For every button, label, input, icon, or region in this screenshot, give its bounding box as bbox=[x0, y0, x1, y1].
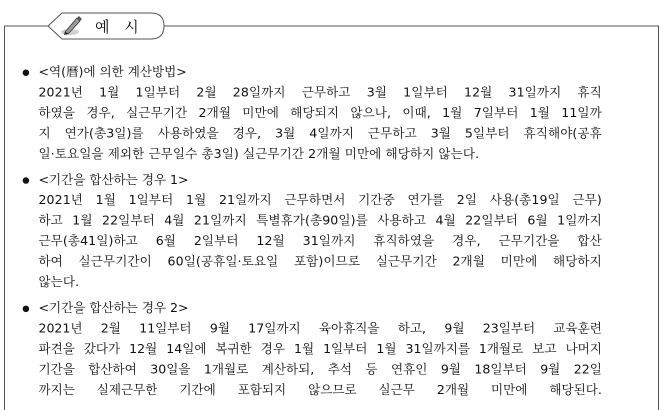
item-line: 일·토요일을 제외한 근무일수 총3일) 실근무기간 2개월 미만에 해당하지 않는다. bbox=[38, 146, 480, 162]
item-line: 2021년 2월 11일부터 9월 17일까지 육아휴직을 하고, 9월 23일부터 교육훈련 bbox=[38, 321, 602, 337]
bullet-icon bbox=[23, 177, 30, 184]
item-line: 근무(총41일)하고 6월 2일부터 12월 31일까지 휴직하였을 경우, 근무기간을 합산 bbox=[38, 234, 602, 249]
item-line: 하여 실근무기간이 60일(공휴일·토요일 포함)이므로 실근무기간 2개월 미만에 해당하지 bbox=[38, 254, 602, 270]
item-line: 하였을 경우, 실근무기간 2개월 미만에 해당되지 않으나, 이때, 1월 7일부터 1월 11일까 bbox=[38, 105, 602, 121]
item-line: 않는다. bbox=[38, 274, 80, 290]
item-line: 하고 1월 22일부터 4월 21일까지 특별휴가(총90일)를 사용하고 4월 22일부터 6월 1일까지 bbox=[38, 213, 602, 229]
item-line: 파견을 갔다가 12월 14일에 복귀한 경우 1월 1일부터 1월 31일까지를 1개월로 보고 나머지 bbox=[38, 341, 602, 357]
pen-writing-icon bbox=[59, 13, 85, 39]
item-line: 까지는 실제근무한 기간에 포함되지 않으므로 실근무 2개월 미만에 해당된다. bbox=[38, 382, 602, 398]
heading-tab bbox=[59, 11, 144, 41]
bullet-icon bbox=[23, 69, 30, 76]
list-item bbox=[18, 170, 602, 293]
item-line: 기간을 합산하여 30일을 1개월로 계산하되, 추석 등 연휴인 9월 18일부터 9월 22일 bbox=[38, 362, 602, 378]
item-line: 2021년 1월 1일부터 2월 28일까지 근무하고 3월 1일부터 12월 31일까지 휴직 bbox=[38, 85, 602, 101]
example-box bbox=[4, 0, 659, 410]
item-title: <역(曆)에 의한 계산방법> bbox=[38, 64, 187, 80]
list-item bbox=[18, 298, 602, 400]
list-item bbox=[18, 62, 602, 164]
heading-label: 예 시 bbox=[95, 17, 144, 36]
item-title: <기간을 합산하는 경우 2> bbox=[38, 300, 189, 316]
example-content bbox=[18, 62, 602, 406]
bullet-icon bbox=[23, 306, 30, 313]
item-line: 2021년 1월 1일부터 1월 21일까지 근무하면서 기간중 연가를 2일 사용(총19일 근무) bbox=[38, 193, 602, 208]
item-title: <기간을 합산하는 경우 1> bbox=[38, 172, 189, 188]
item-line: 지 연가(총3일)를 사용하였을 경우, 3월 4일까지 근무하고 3월 5일부터 휴직해야(공휴 bbox=[38, 126, 602, 142]
